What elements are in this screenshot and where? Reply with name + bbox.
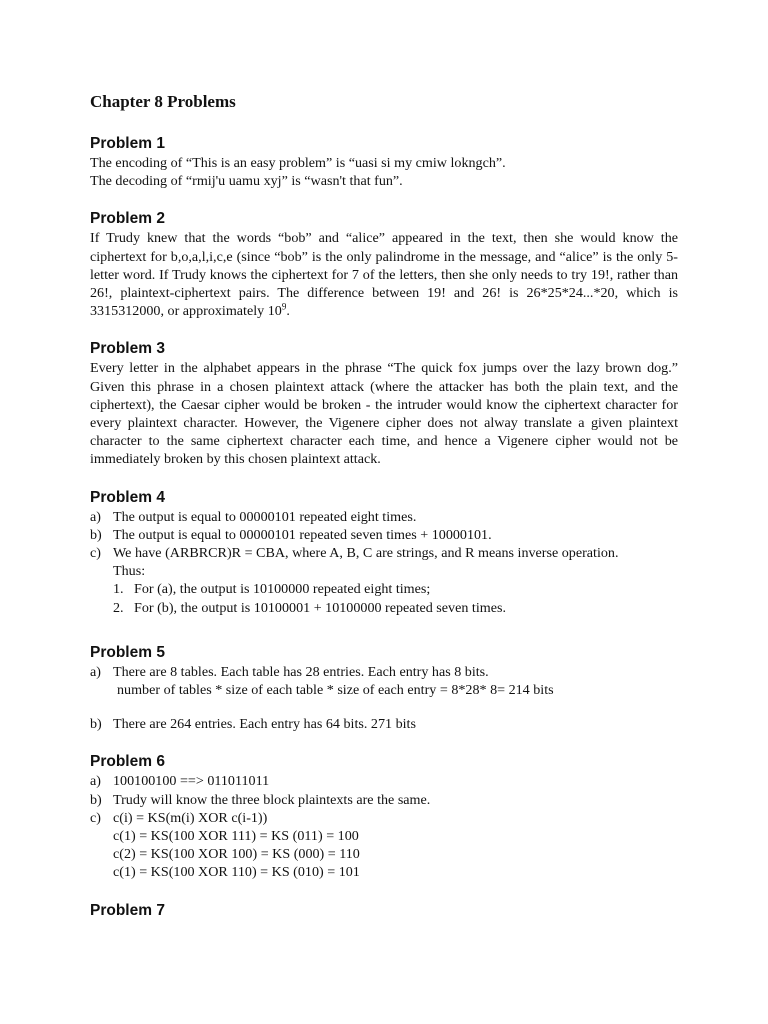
problem-3 <box>90 339 678 468</box>
list-item-text: Trudy will know the three block plaintexts are the same. <box>113 791 431 808</box>
problem-2-text <box>90 229 678 320</box>
problem-5-item-b <box>90 715 678 733</box>
list-item-text: For (b), the output is 10100001 + 10100000 repeated seven times. <box>134 599 506 616</box>
problem-6 <box>90 752 678 881</box>
problem-4 <box>90 488 678 617</box>
list-item-text: The output is equal to 00000101 repeated eight times. <box>113 508 417 525</box>
problem-4-thus: Thus: <box>113 563 146 580</box>
problem-4-subitem-2 <box>90 599 678 617</box>
problem-7-heading: Problem 7 <box>90 901 165 919</box>
list-marker: a) <box>90 773 101 790</box>
list-item-text: We have (ARBRCR)R = CBA, where A, B, C are strings, and R means inverse operation. <box>113 545 619 562</box>
problem-4-item-c <box>90 544 678 562</box>
problem-1-line-1: The encoding of “This is an easy problem” is “uasi si my cmiw lokngch”. <box>90 155 506 171</box>
list-marker: c) <box>90 545 101 562</box>
list-marker: 2. <box>113 599 124 616</box>
problem-2-period: . <box>286 303 290 320</box>
problem-6-heading: Problem 6 <box>90 753 165 771</box>
list-item-text: c(i) = KS(m(i) XOR c(i-1)) <box>113 809 268 826</box>
list-marker: c) <box>90 809 101 826</box>
list-marker: b) <box>90 716 102 733</box>
list-item-text: For (a), the output is 10100000 repeated eight times; <box>134 581 431 598</box>
problem-4-item-a <box>90 508 678 526</box>
problem-6-item-a <box>90 772 678 790</box>
problem-2-heading: Problem 2 <box>90 210 165 228</box>
problem-1-heading: Problem 1 <box>90 135 165 152</box>
problem-2-exponent: 9 <box>281 301 287 312</box>
list-marker: 1. <box>113 581 124 598</box>
list-item-text: The output is equal to 00000101 repeated seven times + 10000101. <box>113 526 492 543</box>
problem-5 <box>90 643 678 734</box>
problem-4-subitem-1 <box>90 580 678 598</box>
problem-6-c-line-2: c(2) = KS(100 XOR 100) = KS (000) = 110 <box>113 846 360 863</box>
problem-2-body: If Trudy knew that the words “bob” and “alice” appeared in the text, then she would know the ciphertext for b,o,a,l,i,c,e (since “bob” is the only palindrome in the message, and “alice” is the only 5-letter word. If Trudy knows the ciphertext for 7 of the letters, then she only needs to try 19!, rather than 26!, plaintext-ciphertext pairs. The difference between 19! and 26! is 26*25*24...*20, which is 3315312000, or approximately 10 <box>90 230 678 320</box>
problem-1 <box>90 134 678 190</box>
problem-4-item-b <box>90 526 678 544</box>
problem-2 <box>90 209 678 320</box>
problem-5-item-a <box>90 663 678 681</box>
problem-5-formula: number of tables * size of each table * size of each entry = 8*28* 8= 214 bits <box>117 682 554 699</box>
problem-7 <box>90 901 678 921</box>
list-marker: b) <box>90 526 102 543</box>
list-marker: a) <box>90 663 101 680</box>
problem-5-heading: Problem 5 <box>90 643 165 661</box>
problem-6-c-line-3: c(1) = KS(100 XOR 110) = KS (010) = 101 <box>113 864 360 881</box>
problem-6-c-line-1: c(1) = KS(100 XOR 111) = KS (011) = 100 <box>113 828 359 845</box>
problem-6-item-b <box>90 791 678 809</box>
list-item-text: There are 8 tables. Each table has 28 entries. Each entry has 8 bits. <box>113 663 489 680</box>
problem-3-text: Every letter in the alphabet appears in the phrase “The quick fox jumps over the lazy brown dog.” Given this phrase in a chosen plaintext attack (where the attacker has both the plain text, and the ciphertext), the Caesar cipher would be broken - the intruder would know the ciphertext character for every plaintext character. However, the Vigenere cipher does not alway translate a given plaintext character to the same ciphertext character each time, and hence a Vigenere cipher would not be immediately broken by this chosen plaintext attack. <box>90 360 678 468</box>
list-marker: a) <box>90 508 101 525</box>
problem-6-item-c <box>90 809 678 827</box>
problem-4-heading: Problem 4 <box>90 488 165 506</box>
list-item-text: There are 264 entries. Each entry has 64 bits. 271 bits <box>113 716 416 733</box>
list-marker: b) <box>90 791 102 808</box>
chapter-title: Chapter 8 Problems <box>90 92 236 111</box>
list-item-text: 100100100 ==> 011011011 <box>113 773 270 790</box>
problem-1-line-2: The decoding of “rmij'u uamu xyj” is “wasn't that fun”. <box>90 173 403 190</box>
problem-3-heading: Problem 3 <box>90 340 165 358</box>
